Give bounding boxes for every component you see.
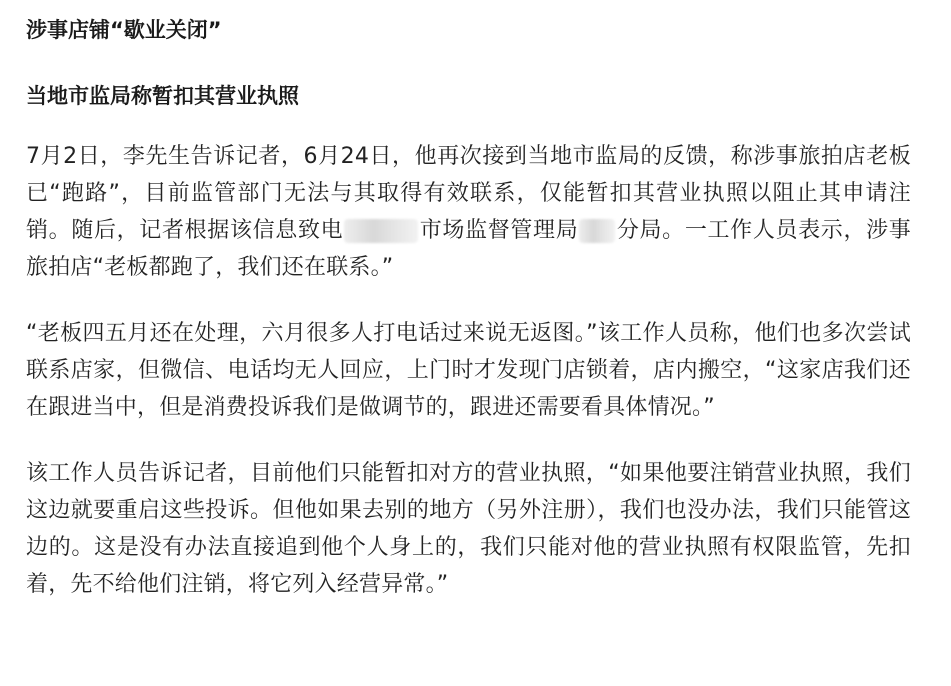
paragraph-1-text-c: 分局。一工作人员表示，涉事旅拍店“老板都跑了，我们还在联系。” <box>26 218 911 280</box>
paragraph-1 <box>26 138 911 286</box>
redacted-blur-1 <box>344 219 418 243</box>
section-heading-shop-closed: 涉事店铺“歇业关闭” <box>26 18 222 42</box>
section-heading-license-withheld: 当地市监局称暂扣其营业执照 <box>26 84 299 108</box>
paragraph-2: “老板四五月还在处理，六月很多人打电话过来说无返图。”该工作人员称，他们也多次尝试联系店家，但微信、电话均无人回应，上门时才发现门店锁着，店内搬空，“这家店我们还在跟进当中，但是消费投诉我们是做调节的，跟进还需要看具体情况。” <box>26 321 911 420</box>
paragraph-1-text-a: 7月2日，李先生告诉记者，6月24日，他再次接到当地市监局的反馈，称涉事旅拍店老板已“跑路”，目前监管部门无法与其取得有效联系，仅能暂扣其营业执照以阻止其申请注销。随后，记者根据该信息致电 <box>26 144 911 243</box>
paragraph-3: 该工作人员告诉记者，目前他们只能暂扣对方的营业执照，“如果他要注销营业执照，我们这边就要重启这些投诉。但他如果去别的地方（另外注册），我们也没办法，我们只能管这边的。这是没有办法直接追到他个人身上的，我们只能对他的营业执照有权限监管，先扣着，先不给他们注销，将它列入经营异常。” <box>26 461 911 597</box>
redacted-blur-2 <box>579 219 615 243</box>
paragraph-1-text-b: 市场监督管理局 <box>419 218 579 243</box>
